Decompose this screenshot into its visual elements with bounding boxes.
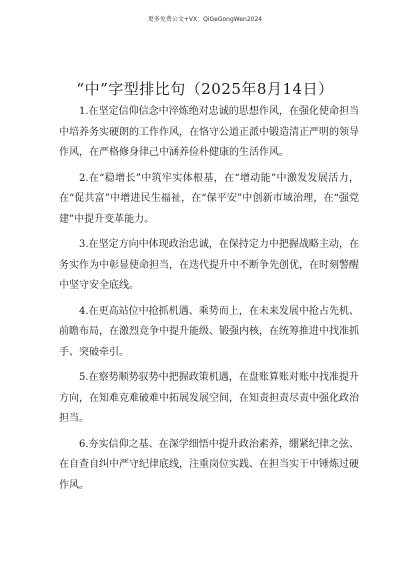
paragraph-5: 5.在察势顺势驭势中把握政策机遇，在盘账算账对账中找准提升方向，在知难克难破难中拓展发展空间，在知责担责尽责中强化政治担当。 — [59, 372, 359, 424]
paragraph-4: 4.在更高站位中抢抓机遇、乘势而上，在未来发展中抢占先机、前瞻布局，在激烈竞争中提升能级、锻强内核，在统筹推进中找准抓手、突破牵引。 — [59, 305, 359, 358]
paragraph-2: 2.在“稳增长”中筑牢实体根基，在“增动能”中激发发展活力，在“促共富”中增进民生福祉，在“保平安”中创新市域治理，在“强党建”中提升变革能力。 — [59, 172, 359, 225]
document-title: “中”字型排比句（2025年8月14日） — [76, 80, 334, 98]
paragraph-6: 6.夯实信仰之基、在深学细悟中提升政治素养，绷紧纪律之弦、在自查自纠中严守纪律底线，注重岗位实践、在担当实干中锤炼过硬作风。 — [59, 438, 359, 491]
paragraph-3: 3.在坚定方向中体现政治忠诚，在保持定力中把握战略主动，在务实作为中彰显使命担当，在迭代提升中不断争先创优，在时刻警醒中坚守安全底线。 — [59, 239, 359, 291]
paragraph-1: 1.在坚定信仰信念中淬炼绝对忠诚的思想作风，在强化使命担当中培养务实硬朗的工作作风，在恪守公道正派中锻造清正严明的领导作风，在严格修身律己中涵养俭朴健康的生活作风。 — [59, 106, 359, 158]
document-body — [59, 102, 359, 501]
header-note: 更多免费公文+VX：QiGeGongWen2024 — [147, 16, 263, 23]
